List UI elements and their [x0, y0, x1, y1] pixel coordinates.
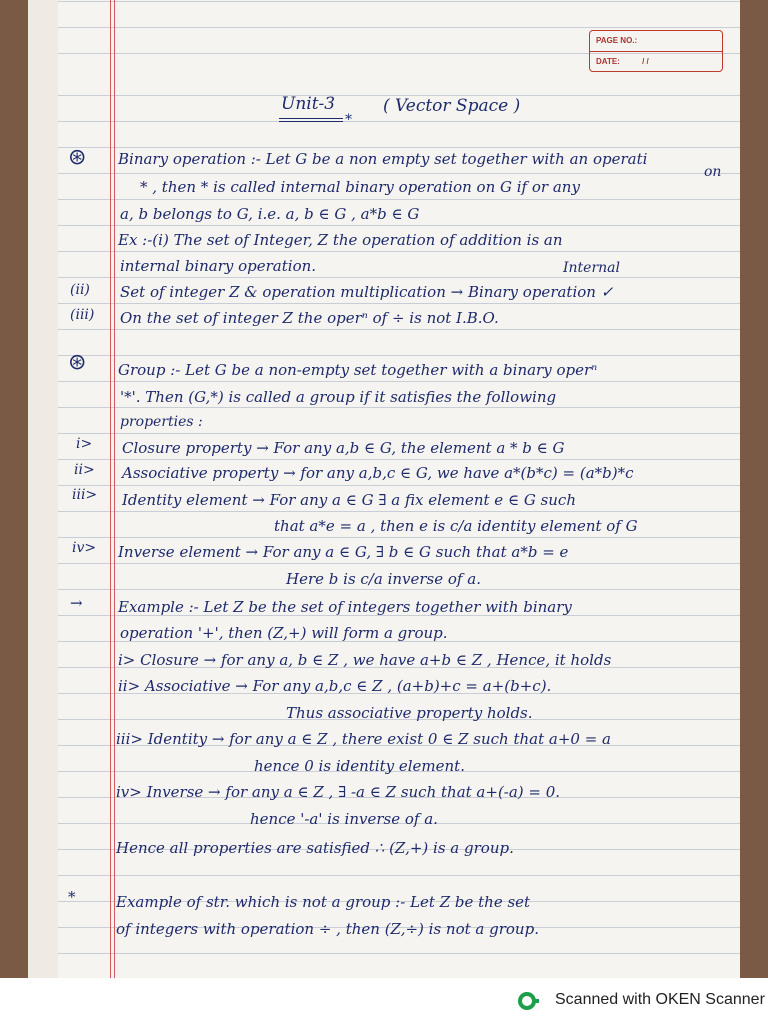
binary-line-1: Binary operation :- Let G be a non empty set together with an operati: [118, 150, 648, 168]
property-3-cont: that a*e = a , then e is c/a identity element of G: [274, 517, 638, 535]
property-1: Closure property → For any a,b ∈ G, the element a * b ∈ G: [122, 439, 565, 457]
example-line-1: Ex :-(i) The set of Integer, Z the operation of addition is an: [118, 231, 563, 249]
notgroup-star: *: [68, 888, 76, 906]
internal-note: Internal: [563, 260, 620, 276]
date-label: DATE:: [596, 57, 620, 66]
paper-left-edge: [28, 0, 58, 978]
binary-on: on: [704, 164, 722, 180]
property-3: Identity element → For any a ∈ G ∃ a fix element e ∈ G such: [122, 491, 576, 509]
group-line-3: properties :: [120, 414, 203, 430]
scanner-watermark-text: Scanned with OKEN Scanner: [555, 991, 765, 1008]
binary-iii-label: (iii): [70, 307, 95, 323]
property-4-label: iv>: [72, 540, 97, 556]
group-line-1: Group :- Let G be a non-empty set together with a binary operⁿ: [118, 361, 598, 379]
example-inverse-cont: hence '-a' is inverse of a.: [250, 810, 438, 828]
example-z-line-2: operation '+', then (Z,+) will form a group.: [120, 624, 448, 642]
binary-iii: On the set of integer Z the operⁿ of ÷ is not I.B.O.: [120, 309, 499, 327]
property-1-label: i>: [76, 436, 93, 452]
notebook-paper: [28, 0, 740, 978]
subject-title: ( Vector Space ): [383, 96, 521, 116]
margin-line-1: [110, 0, 111, 978]
example-closure: i> Closure → for any a, b ∈ Z , we have a+b ∈ Z , Hence, it holds: [118, 651, 612, 669]
asterisk-circle-icon: ⊛: [68, 145, 87, 170]
example-identity: iii> Identity → for any a ∈ Z , there exist 0 ∈ Z such that a+0 = a: [116, 730, 611, 748]
property-3-label: iii>: [72, 487, 98, 503]
group-line-2: '*'. Then (G,*) is called a group if it satisfies the following: [120, 388, 557, 406]
example-inverse: iv> Inverse → for any a ∈ Z , ∃ -a ∈ Z such that a+(-a) = 0.: [116, 783, 561, 801]
page-no-label: PAGE NO.:: [596, 36, 638, 45]
binary-ii-label: (ii): [70, 282, 90, 298]
example-z-line-1: Example :- Let Z be the set of integers together with binary: [118, 598, 572, 616]
binary-line-2: * , then * is called internal binary operation on G if or any: [140, 178, 580, 196]
date-row: [590, 51, 722, 72]
margin-line-2: [114, 0, 115, 978]
property-4-cont: Here b is c/a inverse of a.: [286, 570, 481, 588]
asterisk-circle-icon: ⊛: [68, 350, 87, 375]
page-number-box: [589, 30, 723, 72]
date-slashes: / /: [642, 57, 649, 66]
example-associative-cont: Thus associative property holds.: [286, 704, 533, 722]
property-4: Inverse element → For any a ∈ G, ∃ b ∈ G such that a*b = e: [118, 543, 569, 561]
notgroup-line-1: Example of str. which is not a group :- Let Z be the set: [116, 893, 531, 911]
property-2: Associative property → for any a,b,c ∈ G, we have a*(b*c) = (a*b)*c: [122, 464, 634, 482]
oken-scanner-logo-icon: [518, 990, 540, 1012]
unit-title: Unit-3: [281, 94, 336, 114]
notgroup-line-2: of integers with operation ÷ , then (Z,÷) is not a group.: [116, 920, 539, 938]
example-identity-cont: hence 0 is identity element.: [254, 757, 465, 775]
title-underline-2: [279, 121, 343, 122]
example-associative: ii> Associative → For any a,b,c ∈ Z , (a+b)+c = a+(b+c).: [118, 677, 552, 695]
property-2-label: ii>: [74, 462, 95, 478]
title-star: *: [345, 112, 352, 128]
example-conclusion: Hence all properties are satisfied ∴ (Z,+) is a group.: [116, 839, 514, 857]
example-arrow: →: [70, 594, 83, 612]
example-line-2: internal binary operation.: [120, 257, 317, 275]
binary-line-3: a, b belongs to G, i.e. a, b ∈ G , a*b ∈ G: [120, 205, 420, 223]
binary-ii: Set of integer Z & operation multiplication → Binary operation ✓: [120, 283, 614, 301]
title-underline-1: [279, 118, 343, 119]
